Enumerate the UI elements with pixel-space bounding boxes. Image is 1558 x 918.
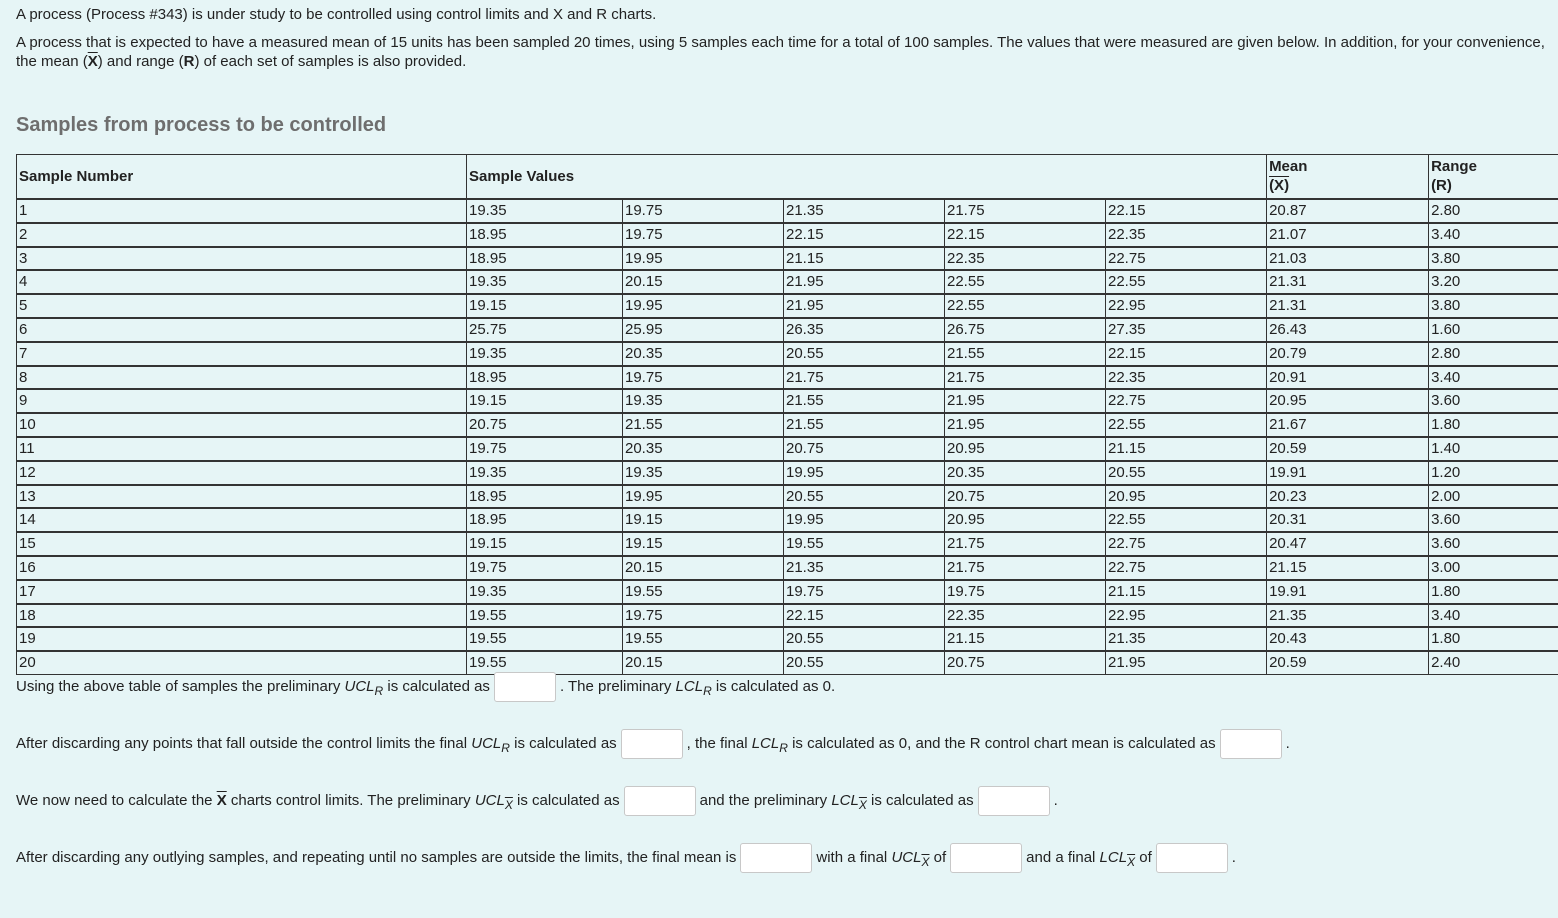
table-row: [17, 627, 1558, 651]
table-row: [17, 651, 1558, 674]
cell-mean: 19.91: [1267, 580, 1429, 604]
table-row: [17, 413, 1558, 437]
q2-text-c: , the final: [686, 734, 752, 752]
cell-value-2: 19.75: [623, 604, 784, 628]
cell-value-4: 21.95: [945, 413, 1106, 437]
cell-range: 3.40: [1429, 604, 1558, 628]
cell-range: 1.80: [1429, 413, 1558, 437]
cell-sample-number: 6: [17, 318, 467, 342]
table-row: [17, 247, 1558, 271]
cell-value-4: 22.35: [945, 247, 1106, 271]
cell-range: 3.20: [1429, 270, 1558, 294]
table-row: [17, 485, 1558, 509]
table-row: [17, 389, 1558, 413]
cell-value-3: 26.35: [784, 318, 945, 342]
ucl-x-label: [474, 791, 513, 812]
table-row: [17, 532, 1558, 556]
table-row: [17, 318, 1558, 342]
cell-mean: 21.03: [1267, 247, 1429, 271]
cell-value-3: 20.75: [784, 437, 945, 461]
q4-text-c: of: [929, 848, 947, 866]
cell-value-2: 20.15: [623, 556, 784, 580]
cell-value-2: 19.55: [623, 580, 784, 604]
cell-value-3: 20.55: [784, 485, 945, 509]
cell-mean: 20.95: [1267, 389, 1429, 413]
cell-value-5: 21.35: [1106, 627, 1267, 651]
cell-value-1: 19.75: [467, 437, 623, 461]
cell-sample-number: 7: [17, 342, 467, 366]
cell-value-4: 20.75: [945, 651, 1106, 674]
cell-mean: 20.59: [1267, 651, 1429, 674]
cell-value-4: 21.15: [945, 627, 1106, 651]
cell-mean: 20.47: [1267, 532, 1429, 556]
cell-value-1: 18.95: [467, 247, 623, 271]
cell-value-1: 19.15: [467, 532, 623, 556]
header-range-symbol: (R): [1431, 177, 1452, 194]
intro-text-2: ) and range (: [97, 53, 184, 70]
cell-value-5: 21.15: [1106, 437, 1267, 461]
cell-value-3: 19.55: [784, 532, 945, 556]
cell-value-4: 20.95: [945, 437, 1106, 461]
cell-mean: 21.07: [1267, 223, 1429, 247]
table-row: [17, 223, 1558, 247]
cell-value-4: 21.75: [945, 532, 1106, 556]
q1-text-b: is calculated as: [383, 677, 490, 695]
cell-value-5: 22.55: [1106, 413, 1267, 437]
intro-text-1: A process that is expected to have a measured mean of 15 units has been sampled 20 times, using 5 samples each time for a total of 100 samples. The values that were measured are given below. In addition, for your convenience, the mean (: [16, 34, 1545, 70]
q4-text-d: and a final: [1026, 848, 1100, 866]
final-ucl-text: UCL: [471, 734, 502, 752]
cell-range: 1.80: [1429, 627, 1558, 651]
cell-value-1: 18.95: [467, 508, 623, 532]
table-row: [17, 508, 1558, 532]
cell-value-1: 18.95: [467, 366, 623, 390]
cell-value-5: 27.35: [1106, 318, 1267, 342]
final-lcl-x-sub: X: [1127, 854, 1136, 869]
cell-sample-number: 5: [17, 294, 467, 318]
q2-text-b: is calculated as: [509, 734, 617, 752]
cell-value-2: 19.55: [623, 627, 784, 651]
preliminary-ucl-r-input[interactable]: [494, 672, 556, 702]
cell-value-4: 22.55: [945, 294, 1106, 318]
cell-mean: 21.31: [1267, 270, 1429, 294]
cell-value-5: 22.55: [1106, 508, 1267, 532]
final-ucl-r-input[interactable]: [621, 729, 683, 759]
table-row: [17, 199, 1558, 223]
cell-value-5: 22.75: [1106, 247, 1267, 271]
cell-mean: 26.43: [1267, 318, 1429, 342]
header-sample-values: Sample Values: [467, 155, 1267, 200]
cell-value-3: 21.55: [784, 389, 945, 413]
final-lcl-text: LCL: [751, 734, 780, 752]
cell-value-4: 21.75: [945, 199, 1106, 223]
cell-value-2: 19.75: [623, 223, 784, 247]
cell-value-2: 20.35: [623, 342, 784, 366]
intro-paragraph: [16, 33, 1556, 71]
cell-value-5: 21.95: [1106, 651, 1267, 674]
cell-value-5: 22.35: [1106, 366, 1267, 390]
cell-value-3: 21.95: [784, 270, 945, 294]
q2-text-a: After discarding any points that fall outside the control limits the final: [16, 734, 472, 752]
q2-text-e: .: [1285, 734, 1290, 752]
cell-sample-number: 11: [17, 437, 467, 461]
lcl-x-text: LCL: [831, 791, 859, 809]
cell-value-2: 19.75: [623, 366, 784, 390]
header-mean-label: Mean: [1269, 158, 1308, 175]
section-title: Samples from process to be controlled: [16, 114, 387, 136]
header-range: [1429, 155, 1558, 200]
cell-range: 1.60: [1429, 318, 1558, 342]
cell-value-2: 19.15: [623, 532, 784, 556]
cell-value-5: 22.55: [1106, 270, 1267, 294]
q1-text-d: is calculated as 0.: [711, 677, 836, 695]
ucl-sub: R: [374, 683, 384, 698]
cell-value-4: 21.95: [945, 389, 1106, 413]
cell-value-1: 18.95: [467, 485, 623, 509]
cell-range: 2.00: [1429, 485, 1558, 509]
cell-value-5: 22.15: [1106, 199, 1267, 223]
cell-mean: 19.91: [1267, 461, 1429, 485]
xbar-symbol: $\overline{X}$: [216, 791, 227, 809]
header-mean: [1267, 155, 1429, 200]
cell-value-5: 22.95: [1106, 604, 1267, 628]
q3-text-a: We now need to calculate the: [16, 791, 217, 809]
cell-mean: 21.31: [1267, 294, 1429, 318]
lcl-r-label: [675, 677, 712, 698]
intro-line-1: A process (Process #343) is under study to be controlled using control limits and X and R charts.: [16, 6, 657, 23]
final-lcl-x-label: [1099, 848, 1136, 869]
question-4: [16, 843, 1236, 873]
cell-value-5: 22.75: [1106, 532, 1267, 556]
cell-value-2: 20.35: [623, 437, 784, 461]
final-ucl-x-input[interactable]: [950, 843, 1022, 873]
cell-value-1: 19.35: [467, 270, 623, 294]
cell-value-4: 20.95: [945, 508, 1106, 532]
cell-sample-number: 19: [17, 627, 467, 651]
cell-sample-number: 20: [17, 651, 467, 674]
table-row: [17, 342, 1558, 366]
cell-value-4: 22.35: [945, 604, 1106, 628]
cell-value-4: 19.75: [945, 580, 1106, 604]
cell-value-3: 22.15: [784, 223, 945, 247]
cell-value-5: 20.95: [1106, 485, 1267, 509]
cell-value-5: 21.15: [1106, 580, 1267, 604]
cell-range: 1.20: [1429, 461, 1558, 485]
cell-sample-number: 12: [17, 461, 467, 485]
header-mean-symbol: (X): [1269, 177, 1290, 194]
cell-value-2: 20.15: [623, 270, 784, 294]
q3-text-e: is calculated as: [866, 791, 974, 809]
lcl-text: LCL: [675, 677, 704, 695]
question-1: [16, 672, 835, 702]
cell-value-1: 25.75: [467, 318, 623, 342]
cell-value-1: 19.35: [467, 461, 623, 485]
cell-sample-number: 8: [17, 366, 467, 390]
ucl-x-text: UCL: [474, 791, 505, 809]
cell-value-1: 19.35: [467, 580, 623, 604]
cell-value-1: 19.55: [467, 627, 623, 651]
cell-range: 3.60: [1429, 532, 1558, 556]
cell-value-1: 19.15: [467, 294, 623, 318]
cell-value-1: 19.75: [467, 556, 623, 580]
cell-mean: 21.15: [1267, 556, 1429, 580]
cell-sample-number: 9: [17, 389, 467, 413]
cell-value-2: 19.15: [623, 508, 784, 532]
cell-value-2: 19.95: [623, 485, 784, 509]
cell-value-2: 21.55: [623, 413, 784, 437]
table-row: [17, 556, 1558, 580]
cell-value-1: 20.75: [467, 413, 623, 437]
cell-value-4: 20.75: [945, 485, 1106, 509]
range-symbol: R: [183, 53, 195, 70]
cell-value-4: 22.55: [945, 270, 1106, 294]
q1-text-c: . The preliminary: [559, 677, 676, 695]
cell-value-4: 21.55: [945, 342, 1106, 366]
cell-value-5: 22.75: [1106, 556, 1267, 580]
cell-value-2: 19.35: [623, 389, 784, 413]
cell-mean: 20.31: [1267, 508, 1429, 532]
cell-mean: 20.91: [1267, 366, 1429, 390]
table-row: [17, 270, 1558, 294]
cell-mean: 20.79: [1267, 342, 1429, 366]
q3-text-b: charts control limits. The preliminary: [226, 791, 475, 809]
cell-value-1: 19.55: [467, 604, 623, 628]
cell-sample-number: 13: [17, 485, 467, 509]
cell-value-3: 20.55: [784, 627, 945, 651]
q4-text-a: After discarding any outlying samples, and repeating until no samples are outside the limits, the final mean is: [16, 848, 737, 866]
cell-value-3: 19.95: [784, 461, 945, 485]
cell-value-1: 19.15: [467, 389, 623, 413]
cell-sample-number: 2: [17, 223, 467, 247]
cell-value-4: 20.35: [945, 461, 1106, 485]
cell-mean: 21.35: [1267, 604, 1429, 628]
table-row: [17, 604, 1558, 628]
cell-sample-number: 1: [17, 199, 467, 223]
cell-value-3: 22.15: [784, 604, 945, 628]
cell-value-4: 26.75: [945, 318, 1106, 342]
table-row: [17, 580, 1558, 604]
question-3: [16, 786, 1058, 816]
cell-range: 1.40: [1429, 437, 1558, 461]
cell-mean: 20.23: [1267, 485, 1429, 509]
cell-range: 1.80: [1429, 580, 1558, 604]
header-range-label: Range: [1431, 158, 1477, 175]
final-mean-input[interactable]: [740, 843, 812, 873]
final-lcl-sub: R: [779, 740, 788, 755]
final-ucl-x-sub: X: [921, 854, 930, 869]
cell-sample-number: 14: [17, 508, 467, 532]
final-lcl-r-label: [751, 734, 788, 755]
preliminary-lcl-x-input[interactable]: [978, 786, 1050, 816]
cell-value-2: 19.35: [623, 461, 784, 485]
intro-text-3: ) of each set of samples is also provided.: [194, 53, 467, 70]
cell-value-1: 19.35: [467, 342, 623, 366]
cell-value-2: 19.95: [623, 247, 784, 271]
ucl-x-sub: X: [504, 797, 513, 812]
ucl-r-label: [344, 677, 384, 698]
cell-value-3: 20.55: [784, 651, 945, 674]
cell-value-3: 21.75: [784, 366, 945, 390]
r-chart-mean-input[interactable]: [1220, 729, 1282, 759]
cell-range: 3.40: [1429, 366, 1558, 390]
cell-value-3: 21.95: [784, 294, 945, 318]
cell-mean: 20.43: [1267, 627, 1429, 651]
cell-sample-number: 4: [17, 270, 467, 294]
lcl-x-label: [831, 791, 867, 812]
final-ucl-x-label: [891, 848, 930, 869]
cell-sample-number: 16: [17, 556, 467, 580]
q3-text-c: is calculated as: [512, 791, 620, 809]
cell-value-1: 19.55: [467, 651, 623, 674]
final-lcl-x-input[interactable]: [1156, 843, 1228, 873]
lcl-sub: R: [703, 683, 712, 698]
cell-value-2: 19.95: [623, 294, 784, 318]
q4-text-e: of: [1135, 848, 1152, 866]
cell-value-3: 19.95: [784, 508, 945, 532]
cell-value-2: 20.15: [623, 651, 784, 674]
cell-value-3: 19.75: [784, 580, 945, 604]
cell-range: 3.00: [1429, 556, 1558, 580]
q3-text-f: .: [1053, 791, 1058, 809]
cell-value-5: 22.15: [1106, 342, 1267, 366]
cell-value-5: 22.35: [1106, 223, 1267, 247]
cell-value-4: 21.75: [945, 556, 1106, 580]
cell-value-1: 18.95: [467, 223, 623, 247]
table-row: [17, 461, 1558, 485]
cell-value-3: 21.35: [784, 199, 945, 223]
lcl-x-sub: X: [858, 797, 867, 812]
cell-value-3: 20.55: [784, 342, 945, 366]
header-sample-number: Sample Number: [17, 155, 467, 200]
table-row: [17, 366, 1558, 390]
cell-value-5: 22.95: [1106, 294, 1267, 318]
cell-value-2: 19.75: [623, 199, 784, 223]
preliminary-ucl-x-input[interactable]: [624, 786, 696, 816]
table-row: [17, 294, 1558, 318]
cell-mean: 20.59: [1267, 437, 1429, 461]
cell-sample-number: 17: [17, 580, 467, 604]
cell-range: 3.40: [1429, 223, 1558, 247]
cell-mean: 20.87: [1267, 199, 1429, 223]
cell-range: 2.80: [1429, 199, 1558, 223]
table-header-row: [17, 155, 1558, 200]
cell-value-4: 21.75: [945, 366, 1106, 390]
q2-text-d: is calculated as 0, and the R control chart mean is calculated as: [787, 734, 1216, 752]
final-ucl-r-label: [471, 734, 510, 755]
cell-range: 3.80: [1429, 247, 1558, 271]
cell-sample-number: 18: [17, 604, 467, 628]
cell-value-3: 21.55: [784, 413, 945, 437]
cell-sample-number: 15: [17, 532, 467, 556]
cell-range: 3.60: [1429, 389, 1558, 413]
samples-table: [16, 154, 1558, 675]
q4-text-b: with a final: [816, 848, 892, 866]
cell-sample-number: 10: [17, 413, 467, 437]
cell-value-3: 21.15: [784, 247, 945, 271]
cell-range: 2.40: [1429, 651, 1558, 674]
cell-range: 2.80: [1429, 342, 1558, 366]
cell-range: 3.80: [1429, 294, 1558, 318]
cell-range: 3.60: [1429, 508, 1558, 532]
cell-value-3: 21.35: [784, 556, 945, 580]
cell-value-5: 20.55: [1106, 461, 1267, 485]
cell-value-5: 22.75: [1106, 389, 1267, 413]
final-lcl-x-text: LCL: [1099, 848, 1128, 866]
cell-value-2: 25.95: [623, 318, 784, 342]
final-ucl-x-text: UCL: [891, 848, 922, 866]
question-2: [16, 729, 1290, 759]
q3-text-d: and the preliminary: [699, 791, 832, 809]
q4-text-f: .: [1231, 848, 1236, 866]
mean-symbol: $\overline{X}$: [87, 53, 98, 70]
cell-mean: 21.67: [1267, 413, 1429, 437]
cell-value-4: 22.15: [945, 223, 1106, 247]
cell-value-1: 19.35: [467, 199, 623, 223]
ucl-text: UCL: [344, 677, 375, 695]
cell-sample-number: 3: [17, 247, 467, 271]
q1-text-a: Using the above table of samples the preliminary: [16, 677, 345, 695]
final-ucl-sub: R: [501, 740, 510, 755]
table-row: [17, 437, 1558, 461]
